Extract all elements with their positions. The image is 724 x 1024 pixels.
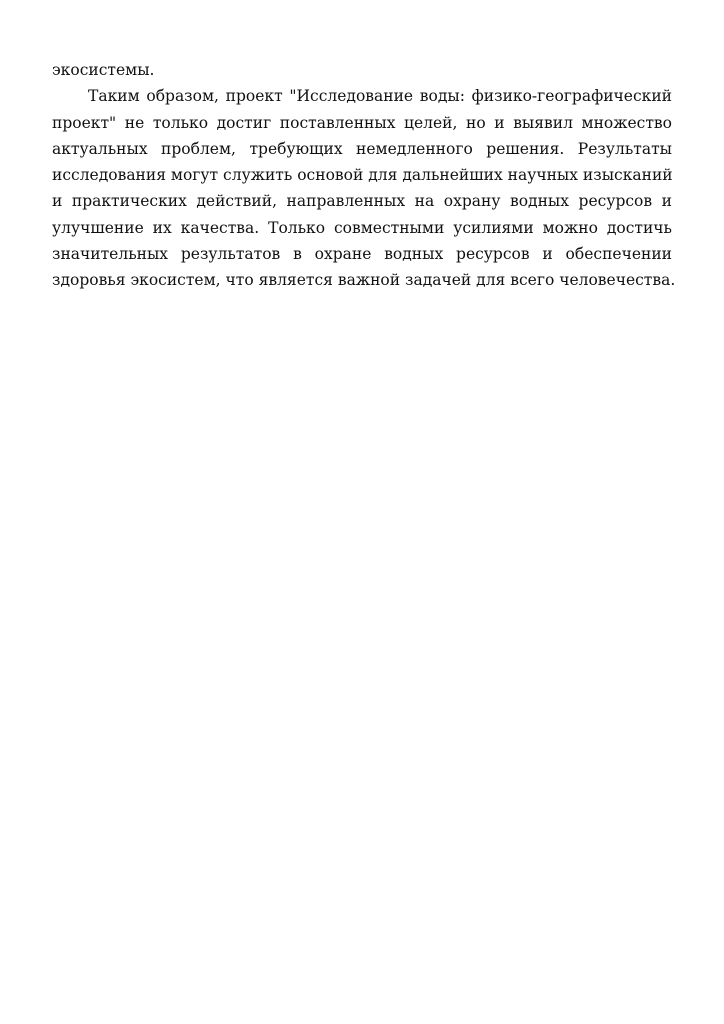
paragraph-line: Таким образом, проект "Исследование воды: физико-географический [88, 87, 672, 106]
paragraph-last-line: здоровья экосистем, что является важной задачей для всего человечества. [52, 271, 676, 290]
paragraph-line: исследования могут служить основой для дальнейших научных изысканий [52, 166, 673, 185]
paragraph-line: значительных результатов в охране водных ресурсов и обеспечении [52, 245, 672, 264]
paragraph-line: актуальных проблем, требующих немедленного решения. Результаты [52, 139, 672, 158]
paragraph-line: и практических действий, направленных на охрану водных ресурсов и [52, 192, 672, 211]
body-text [52, 57, 676, 294]
paragraph-line: улучшение их качества. Только совместными усилиями можно достичь [52, 218, 672, 237]
paragraph-line: проект" не только достиг поставленных целей, но и выявил множество [52, 113, 672, 132]
paragraph-continuation-line: экосистемы. [52, 61, 155, 79]
